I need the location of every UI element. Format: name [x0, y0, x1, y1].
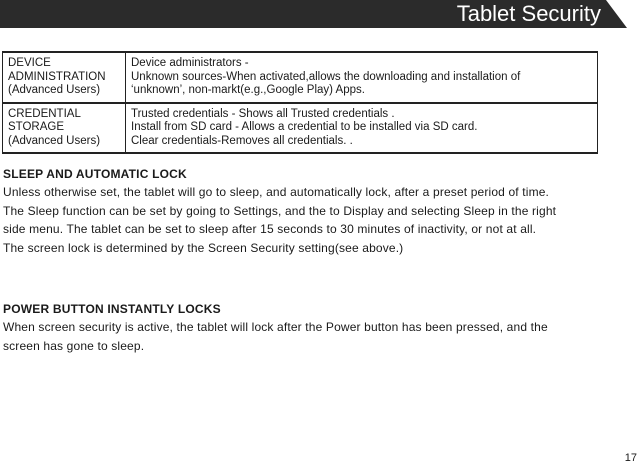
- header-bar: [0, 0, 643, 28]
- setting-description-line: Unknown sources-When activated,allows the downloading and installation of: [131, 70, 521, 83]
- setting-name-line: STORAGE: [8, 121, 65, 133]
- settings-table: [2, 51, 598, 154]
- table-row: [3, 52, 598, 103]
- setting-description-line: Install from SD card - Allows a credential to be installed via SD card.: [131, 121, 478, 133]
- setting-description-cell: [126, 103, 598, 154]
- setting-name-line: (Advanced Users): [8, 134, 101, 147]
- paragraph-line: Unless otherwise set, the tablet will go to sleep, and automatically lock, after a preset period of time.: [3, 185, 550, 199]
- power-section-body: [3, 318, 548, 355]
- setting-name-line: DEVICE: [8, 57, 51, 69]
- setting-description-line: ‘unknown’, non-markt(e.g.,Google Play) Apps.: [131, 84, 365, 96]
- table-row: [3, 103, 598, 154]
- setting-description-line: Device administrators -: [131, 57, 249, 69]
- page-number: 17: [624, 452, 637, 464]
- paragraph-line: screen has gone to sleep.: [3, 338, 145, 353]
- setting-name-line: CREDENTIAL: [8, 107, 81, 120]
- page-title: Tablet Security: [456, 1, 601, 26]
- setting-description-cell: [126, 52, 598, 103]
- sleep-section-body: [3, 183, 556, 257]
- paragraph-line: The Sleep function can be set by going to Settings, and the to Display and selecting Sleep in the right: [3, 203, 557, 218]
- sleep-section-heading: SLEEP AND AUTOMATIC LOCK: [3, 167, 187, 181]
- setting-description-line: Trusted credentials - Shows all Trusted credentials .: [131, 107, 395, 120]
- setting-name-cell: [3, 103, 126, 154]
- power-section-heading: POWER BUTTON INSTANTLY LOCKS: [3, 302, 221, 316]
- paragraph-line: side menu. The tablet can be set to sleep after 15 seconds to 30 minutes of inactivity, or not at all.: [3, 222, 537, 236]
- paragraph-line: The screen lock is determined by the Screen Security setting(see above.): [3, 240, 404, 255]
- setting-description-line: Clear credentials-Removes all credentials. .: [131, 134, 353, 147]
- setting-name-cell: [3, 52, 126, 103]
- paragraph-line: When screen security is active, the tablet will lock after the Power button has been pressed, and the: [3, 320, 548, 334]
- setting-name-line: ADMINISTRATION: [8, 70, 106, 83]
- setting-name-line: (Advanced Users): [8, 84, 101, 96]
